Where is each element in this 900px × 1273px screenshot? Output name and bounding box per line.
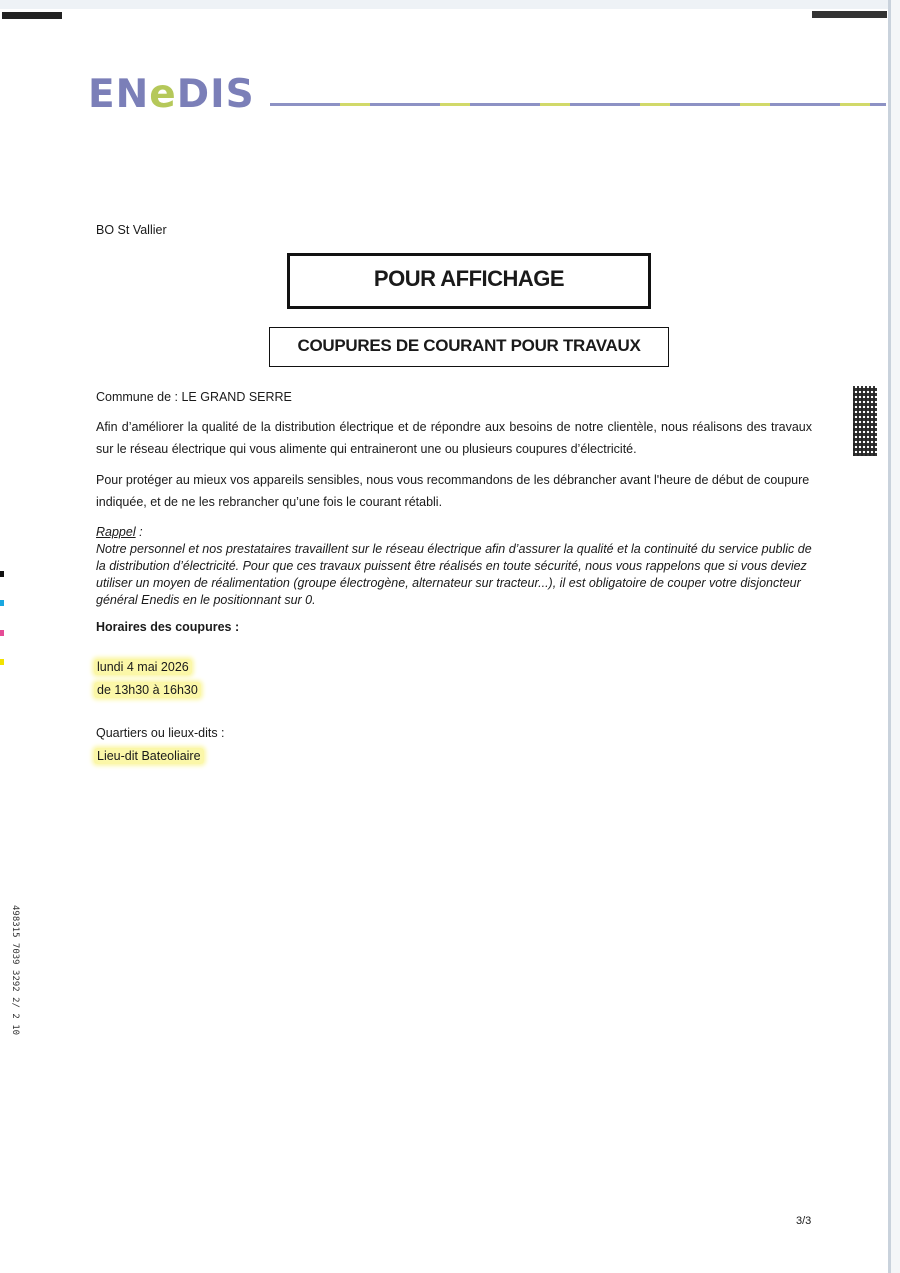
lieu-dit <box>94 745 204 767</box>
document-subtitle: COUPURES DE COURANT POUR TRAVAUX <box>297 336 641 355</box>
subtitle-box <box>269 327 669 367</box>
color-mark-cyan <box>0 600 4 606</box>
quartiers-label: Quartiers ou lieux-dits : <box>96 726 225 740</box>
scan-right-margin <box>891 0 900 1273</box>
document-title: POUR AFFICHAGE <box>373 266 565 291</box>
registration-mark-left <box>2 12 62 19</box>
logo-part-1: EN <box>88 72 150 117</box>
color-mark-yellow <box>0 659 4 665</box>
outage-date-text: lundi 4 mai 2026 <box>94 659 192 675</box>
rappel-title: Rappel <box>96 525 136 539</box>
outage-date <box>94 656 192 678</box>
outage-time <box>94 679 201 701</box>
scan-top-edge <box>0 0 900 9</box>
lieu-dit-text: Lieu-dit Bateoliaire <box>94 748 204 764</box>
advice-line-1: Pour protéger au mieux vos appareils sensibles, nous vous recommandons de les débrancher avant l'heure de début de coupure <box>96 473 810 487</box>
rappel-colon: : <box>135 525 143 539</box>
advice-paragraph <box>96 469 812 513</box>
logo-divider-line <box>270 103 886 106</box>
color-mark-magenta <box>0 630 4 636</box>
datamatrix-code-icon <box>853 386 877 456</box>
logo-part-3: DIS <box>176 72 255 117</box>
title-box <box>288 254 650 308</box>
page-number: 3/3 <box>796 1215 812 1227</box>
rappel-block <box>96 524 816 609</box>
commune-line: Commune de : LE GRAND SERRE <box>96 390 292 404</box>
office-name: BO St Vallier <box>96 223 167 237</box>
registration-mark-right <box>812 11 887 18</box>
side-print-code: 498315 7039 3292 2/ 2 10 <box>10 905 20 1036</box>
rappel-text: Notre personnel et nos prestataires travaillent sur le réseau électrique afin d’assurer la qualité et la continuité du service public de la distribution d’électricité. Pour que ces travaux puissent être réalisés en toute sécurité, nous vous rappelons que si vous deviez utiliser un moyen de réalimentation (groupe électrogène, alternateur sur tracteur...), il est obligatoire de couper votre disjoncteur général Enedis en le positionnant sur 0. <box>96 542 812 607</box>
intro-paragraph: Afin d’améliorer la qualité de la distribution électrique et de répondre aux besoins de notre clientèle, nous réalisons des travaux sur le réseau électrique qui vous alimente qui entraineront une ou plusieurs coupures d’électricité. <box>96 420 812 456</box>
enedis-logo <box>88 72 255 117</box>
color-mark-black <box>0 571 4 577</box>
advice-line-2: indiquée, et de ne les rebrancher qu’une fois le courant rétabli. <box>96 495 443 509</box>
horaires-label: Horaires des coupures : <box>96 620 240 634</box>
logo-part-2: e <box>149 72 177 117</box>
outage-time-text: de 13h30 à 16h30 <box>94 682 201 698</box>
